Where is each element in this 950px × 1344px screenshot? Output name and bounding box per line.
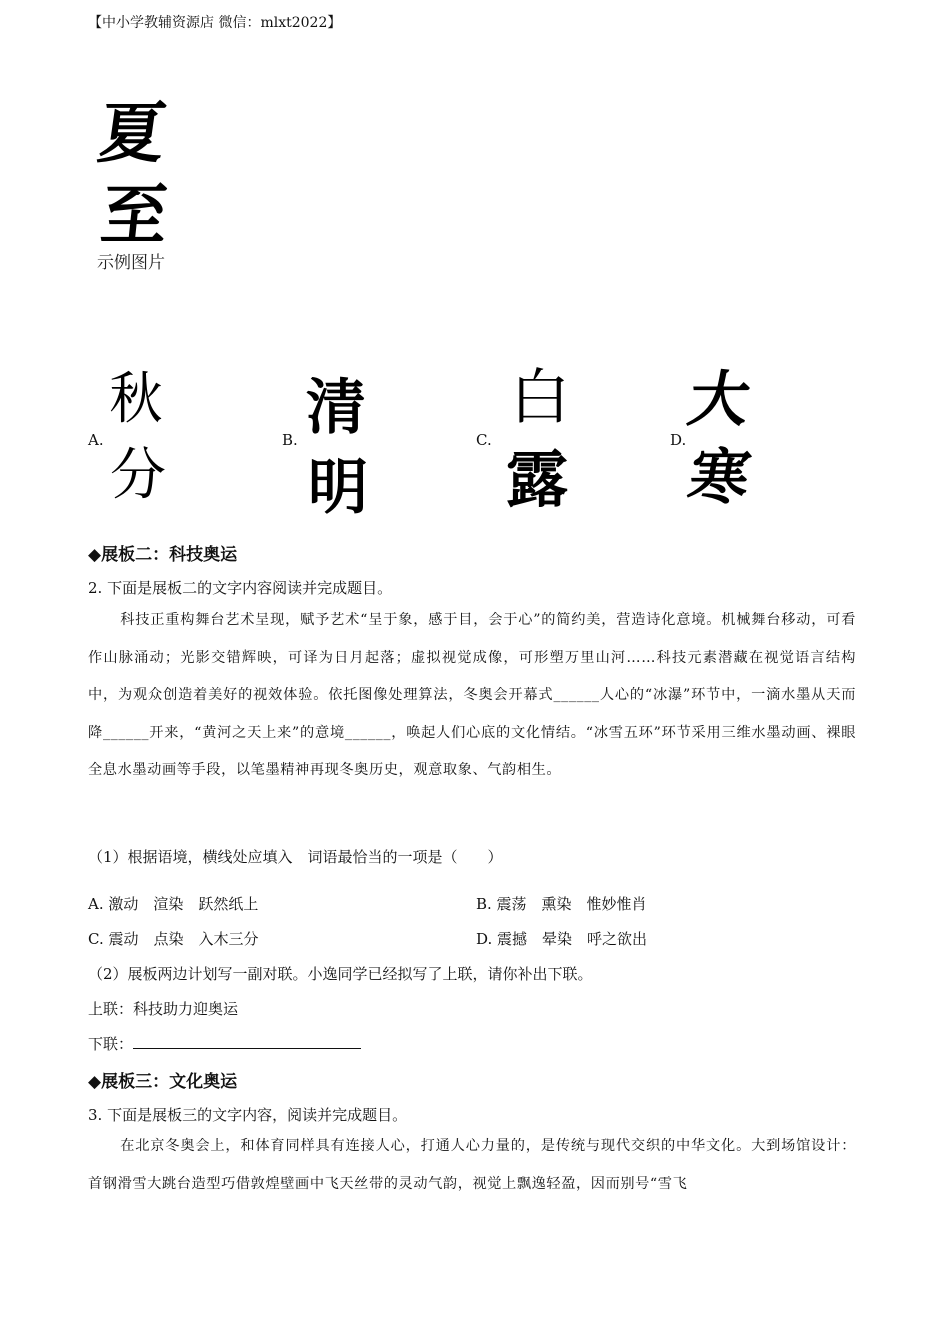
option-b-char-1: 清: [306, 373, 366, 443]
sub-question-1: （1）根据语境，横线处应填入 词语最恰当的一项是（ ）: [88, 848, 503, 866]
option-a-letter: A.: [88, 431, 104, 449]
example-caption: 示例图片: [97, 253, 165, 273]
section2-question: 2. 下面是展板二的文字内容阅读并完成题目。: [88, 579, 393, 597]
option-a-char-2: 分: [110, 443, 166, 508]
option-d-char-1: 大: [682, 365, 756, 435]
example-image: [93, 80, 178, 254]
choice-b[interactable]: B. 震荡 熏染 惟妙惟肖: [476, 895, 647, 913]
section3-passage: [88, 1128, 856, 1203]
lower-couplet-answer-blank[interactable]: [133, 1034, 361, 1049]
option-b-letter: B.: [282, 431, 298, 449]
section3-title: ◆展板三：文化奥运: [88, 1072, 238, 1092]
option-b-char-2: 明: [308, 453, 368, 523]
section2-title: ◆展板二：科技奥运: [88, 545, 238, 565]
option-d-char-2: 寒: [682, 443, 756, 513]
option-c-char-2: 露: [506, 443, 569, 516]
option-d-image: [682, 352, 760, 513]
example-char-1: 夏: [93, 94, 171, 172]
upper-couplet: 上联：科技助力迎奥运: [88, 1000, 239, 1018]
option-b-image: [306, 360, 376, 523]
section2-passage: [88, 602, 856, 790]
option-c-letter: C.: [476, 431, 492, 449]
option-a-image: [108, 355, 168, 508]
lower-couplet: [88, 1033, 361, 1054]
choice-d[interactable]: D. 震撼 晕染 呼之欲出: [476, 930, 648, 948]
example-char-2: 至: [97, 176, 172, 254]
choice-a[interactable]: A. 激动 渲染 跃然纸上: [88, 895, 259, 913]
section3-passage-text: 在北京冬奥会上，和体育同样具有连接人心，打通人心力量的，是传统与现代交织的中华文化。大到场馆设计：首钢滑雪大跳台造型巧借敦煌壁画中飞天丝带的灵动气韵，视觉上飘逸轻盈，因而别号“雪飞: [88, 1138, 856, 1192]
option-c-image: [506, 350, 578, 516]
choice-c[interactable]: C. 震动 点染 入木三分: [88, 930, 259, 948]
page-header: 【中小学教辅资源店 微信：mlxt2022】: [88, 15, 342, 31]
section2-passage-text: 科技正重构舞台艺术呈现，赋予艺术“呈于象，感于目，会于心”的简约美，营造诗化意境。机械舞台移动，可看作山脉涌动；光影交错辉映，可译为日月起落；虚拟视觉成像，可形塑万里山河……科技元素潜藏在视觉语言结构中，为观众创造着美好的视效体验。依托图像处理算法，冬奥会开幕式______人心的“冰瀑”环节中，一滴水墨从天而降______开来，“黄河之天上来”的意境______，唤起人们心底的文化情结。“冰雪五环”环节采用三维水墨动画、裸眼全息水墨动画等手段，以笔墨精神再现冬奥历史，观意取象、气韵相生。: [88, 612, 856, 778]
option-a-char-1: 秋: [109, 367, 163, 432]
option-d-letter: D.: [670, 431, 687, 449]
lower-couplet-label: 下联：: [88, 1035, 134, 1053]
option-c-char-1: 白: [510, 363, 570, 433]
section3-question: 3. 下面是展板三的文字内容，阅读并完成题目。: [88, 1106, 408, 1124]
sub-question-2: （2）展板两边计划写一副对联。小逸同学已经拟写了上联，请你补出下联。: [88, 965, 593, 983]
